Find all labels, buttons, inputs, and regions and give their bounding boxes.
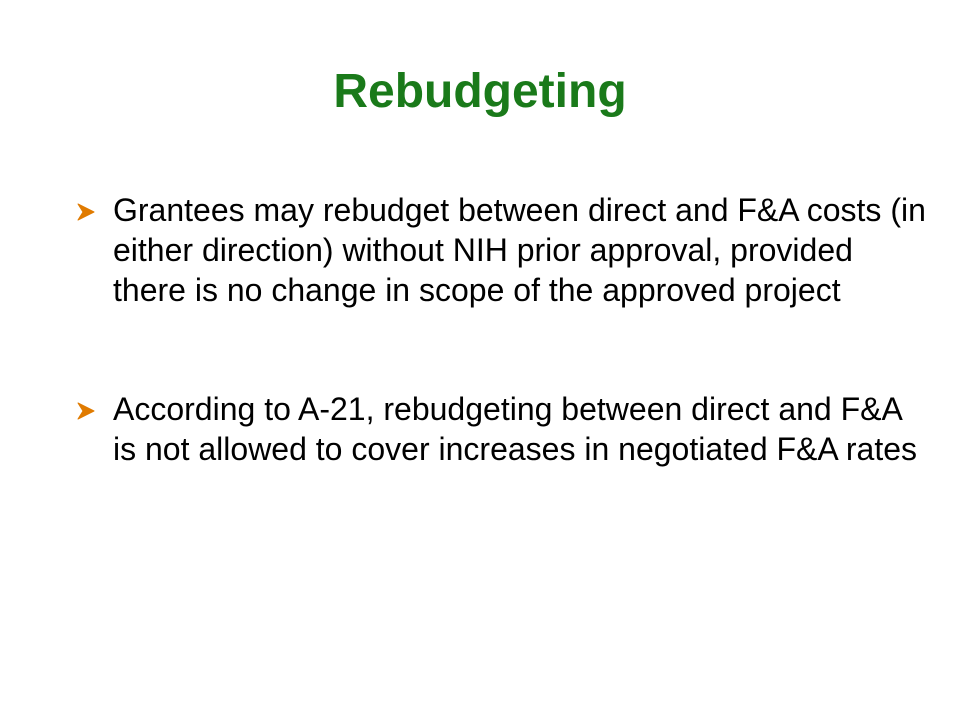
bullet-text: According to A-21, rebudgeting between direct and F&A is not allowed to cover increases in negotiated F&A rates [113, 391, 917, 467]
arrow-right-icon [76, 401, 96, 421]
slide-title: Rebudgeting [333, 65, 627, 118]
bullet-list [76, 190, 926, 469]
bullet-item [76, 190, 926, 310]
bullet-text: Grantees may rebudget between direct and F&A costs (in either direction) without NIH prior approval, provided there is no change in scope of the approved project [113, 192, 926, 308]
bullet-item [76, 389, 926, 469]
arrow-right-icon [76, 202, 96, 222]
